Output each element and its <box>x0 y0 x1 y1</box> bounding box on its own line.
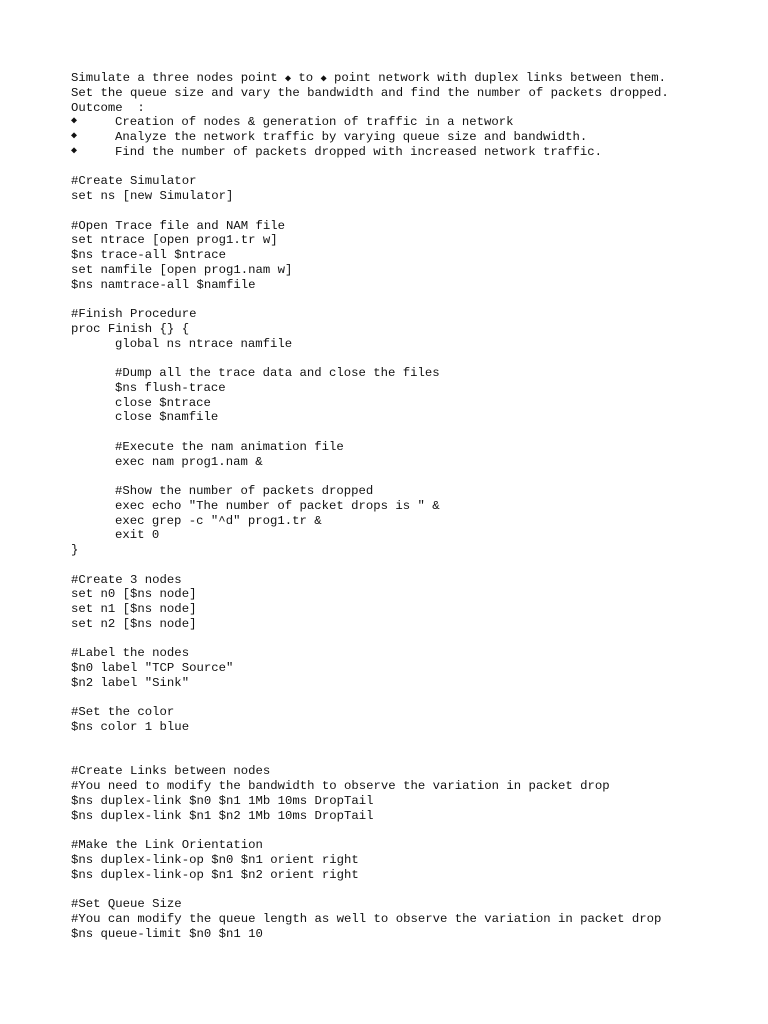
code-line: close $ntrace <box>115 395 211 410</box>
diamond-bullet-icon: ◆ <box>71 145 78 157</box>
diamond-bullet-icon: ◆ <box>71 131 78 142</box>
code-comment: #Set Queue Size <box>71 897 182 911</box>
code-line: close $namfile <box>115 410 219 425</box>
code-line: } <box>71 543 79 557</box>
code-comment: #Show the number of packets dropped <box>115 484 374 498</box>
code-comment: #Execute the nam animation file <box>115 439 344 454</box>
code-line: $ns color 1 blue <box>71 720 190 734</box>
code-line: $ns duplex-link $n1 $n2 1Mb 10ms DropTail <box>71 808 374 823</box>
code-comment: #Dump all the trace data and close the files <box>115 366 440 380</box>
code-comment: #Label the nodes <box>71 646 190 661</box>
code-comment: #You need to modify the bandwidth to observe the variation in packet drop <box>71 779 610 793</box>
diamond-icon: ◆ <box>320 74 327 85</box>
bullet-text: Creation of nodes & generation of traffic in a network <box>115 115 514 130</box>
code-line: set ntrace [open prog1.tr w] <box>71 233 278 248</box>
code-line: proc Finish {} { <box>71 321 190 336</box>
code-line: $ns queue-limit $n0 $n1 10 <box>71 926 263 941</box>
document-page <box>71 71 751 941</box>
code-line: exec echo "The number of packet drops is " & <box>115 498 440 513</box>
code-comment: #Set the color <box>71 705 175 720</box>
code-line: $ns flush-trace <box>115 380 226 395</box>
diamond-bullet-icon: ◆ <box>71 116 78 128</box>
code-comment: #Create Links between nodes <box>71 764 271 779</box>
code-comment: #Finish Procedure <box>71 307 197 321</box>
intro-line-1 <box>71 71 751 86</box>
code-line: exit 0 <box>115 528 160 543</box>
code-line: $ns duplex-link $n0 $n1 1Mb 10ms DropTail <box>71 793 374 808</box>
code-line: $ns trace-all $ntrace <box>71 248 226 262</box>
outcome-bullet <box>71 115 751 130</box>
code-line: set n1 [$ns node] <box>71 602 197 616</box>
code-line: set namfile [open prog1.nam w] <box>71 262 293 277</box>
code-comment: #Make the Link Orientation <box>71 838 263 852</box>
code-line: $n2 label "Sink" <box>71 675 190 690</box>
code-comment: #Create Simulator <box>71 174 197 189</box>
code-comment: #You can modify the queue length as well to observe the variation in packet drop <box>71 911 662 926</box>
intro-text-part: point network with duplex links between them. <box>326 71 667 85</box>
code-line: set ns [new Simulator] <box>71 189 234 203</box>
code-line: $ns duplex-link-op $n0 $n1 orient right <box>71 852 359 867</box>
code-line: $n0 label "TCP Source" <box>71 661 234 675</box>
intro-text-part: to <box>291 71 321 85</box>
diamond-icon: ◆ <box>285 74 292 85</box>
code-comment: #Create 3 nodes <box>71 572 182 587</box>
intro-line-2: Set the queue size and vary the bandwidth and find the number of packets dropped. <box>71 85 669 100</box>
outcome-bullet <box>71 145 751 160</box>
code-comment: #Open Trace file and NAM file <box>71 218 286 233</box>
code-line: global ns ntrace namfile <box>115 336 293 351</box>
outcome-heading: Outcome : <box>71 100 145 115</box>
code-line: set n2 [$ns node] <box>71 616 197 631</box>
intro-text-part: Simulate a three nodes point <box>71 71 286 85</box>
bullet-text: Find the number of packets dropped with increased network traffic. <box>115 144 603 159</box>
outcome-bullet <box>71 130 751 145</box>
bullet-text: Analyze the network traffic by varying queue size and bandwidth. <box>115 130 588 144</box>
code-line: $ns namtrace-all $namfile <box>71 277 256 292</box>
code-line: $ns duplex-link-op $n1 $n2 orient right <box>71 867 359 882</box>
code-line: exec grep -c "^d" prog1.tr & <box>115 513 322 528</box>
code-line: exec nam prog1.nam & <box>115 454 263 469</box>
code-line: set n0 [$ns node] <box>71 587 197 602</box>
